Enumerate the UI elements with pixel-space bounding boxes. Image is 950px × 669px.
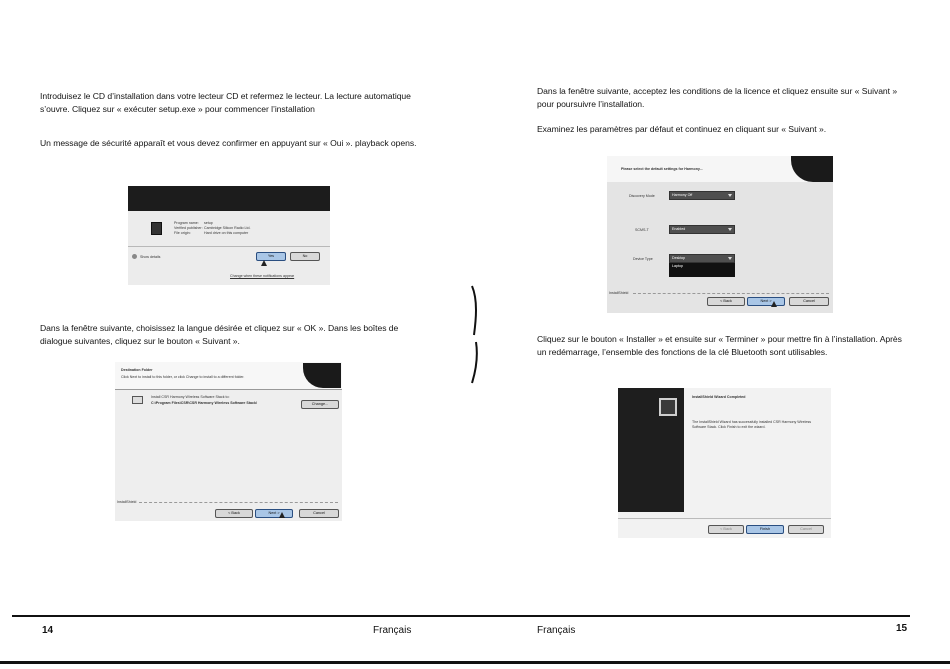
cancel-button[interactable]: Cancel bbox=[299, 509, 339, 518]
publisher-label: Verified publisher: bbox=[174, 226, 203, 230]
file-origin-label: File origin: bbox=[174, 231, 191, 235]
change-button[interactable]: Change... bbox=[301, 400, 339, 409]
gutter-mark bbox=[458, 280, 488, 390]
mouse-cursor-icon bbox=[771, 301, 777, 307]
program-name-value: setup bbox=[204, 221, 213, 225]
right-page-number: 15 bbox=[896, 623, 908, 634]
default-settings-screenshot bbox=[607, 156, 833, 313]
mouse-cursor-icon bbox=[279, 512, 285, 518]
back-button[interactable]: < Back bbox=[708, 525, 744, 534]
discovery-mode-label: Discovery Mode bbox=[629, 194, 655, 198]
wizard-complete-screenshot bbox=[618, 388, 831, 538]
left-footer-language: Français bbox=[373, 625, 412, 636]
installer-icon bbox=[659, 398, 677, 416]
yes-button[interactable]: Yes bbox=[256, 252, 286, 261]
setup-program-icon bbox=[151, 222, 162, 235]
install-to-label: Install CSR Harmony Wireless Software Stack to: bbox=[151, 395, 230, 399]
device-type-option-laptop[interactable]: Laptop bbox=[672, 264, 683, 268]
file-origin-value: Hard drive on this computer bbox=[204, 231, 249, 235]
discovery-mode-value: Harmony Off bbox=[672, 193, 693, 197]
uac-dialog-screenshot bbox=[128, 186, 330, 285]
mouse-cursor-icon bbox=[261, 260, 267, 266]
next-button[interactable]: Next > bbox=[255, 509, 293, 518]
left-page-number: 14 bbox=[42, 625, 54, 636]
device-type-value: Desktop bbox=[672, 256, 686, 260]
destination-subtitle: Click Next to install to this folder, or click Change to install to a different folder. bbox=[121, 375, 245, 379]
installshield-label: InstallShield bbox=[117, 500, 137, 504]
complete-title: InstallShield Wizard Completed bbox=[692, 395, 746, 399]
next-button[interactable]: Next > bbox=[747, 297, 785, 306]
footer-divider bbox=[633, 293, 829, 294]
cancel-button[interactable]: Cancel bbox=[788, 525, 824, 534]
destination-folder-screenshot bbox=[115, 362, 342, 521]
change-notifications-link[interactable]: Change when these notifications appear bbox=[230, 274, 295, 278]
folder-icon bbox=[132, 396, 143, 404]
device-type-label: Device Type bbox=[633, 257, 653, 261]
chevron-down-icon[interactable] bbox=[132, 254, 137, 259]
uac-title-bar bbox=[128, 186, 330, 211]
publisher-value: Cambridge Silicon Radio Ltd. bbox=[204, 226, 251, 230]
settings-header-text: Please select the default settings for Harmony... bbox=[621, 167, 703, 171]
install-path: C:\Program Files\CSR\CSR Harmony Wireless Software Stack\ bbox=[151, 401, 258, 405]
right-paragraph-2: Examinez les paramètres par défaut et continuez en cliquant sur « Suivant ». bbox=[537, 124, 827, 134]
show-details-link[interactable]: Show details bbox=[140, 255, 161, 259]
finish-button[interactable]: Finish bbox=[746, 525, 784, 534]
footer-rule bbox=[12, 615, 910, 617]
no-button[interactable]: No bbox=[290, 252, 320, 261]
scms-t-value: Enabled bbox=[672, 227, 686, 231]
right-footer-language: Français bbox=[537, 625, 576, 636]
scan-edge bbox=[0, 661, 950, 664]
installshield-label: InstallShield bbox=[609, 291, 629, 295]
footer-divider bbox=[139, 502, 338, 503]
footer-divider bbox=[618, 518, 831, 519]
back-button[interactable]: < Back bbox=[707, 297, 745, 306]
left-paragraph-3: Dans la fenêtre suivante, choisissez la langue désirée et cliquez sur « OK ». Dans les boîtes de dialogue suivantes, cliquez sur le bouton « Suivant ». bbox=[40, 323, 399, 346]
complete-body: The InstallShield Wizard has successfully installed CSR Harmony Wireless Software Stack. Click Finish to exit the wizard. bbox=[692, 420, 812, 429]
left-paragraph-2: Un message de sécurité apparaît et vous devez confirmer en appuyant sur « Oui ». playback opens. bbox=[40, 138, 417, 148]
scms-t-label: SCMS-T bbox=[635, 228, 649, 232]
right-paragraph-3: Cliquez sur le bouton « Installer » et ensuite sur « Terminer » pour mettre fin à l’installation. Après un redémarrage, l’ensemble des fonctions de la clé Bluetooth sont utilisables. bbox=[537, 334, 902, 357]
details-divider bbox=[128, 246, 330, 247]
left-paragraph-1: Introduisez le CD d’installation dans votre lecteur CD et refermez le lecteur. La lecture automatique s’ouvre. Cliquez sur « exécuter setup.exe » pour commencer l’installation bbox=[40, 91, 411, 114]
cancel-button[interactable]: Cancel bbox=[789, 297, 829, 306]
destination-title: Destination Folder bbox=[121, 368, 153, 372]
program-name-label: Program name: bbox=[174, 221, 199, 225]
right-paragraph-1: Dans la fenêtre suivante, acceptez les conditions de la licence et cliquez ensuite sur « Suivant » pour poursuivre l’installation. bbox=[537, 86, 898, 109]
back-button[interactable]: < Back bbox=[215, 509, 253, 518]
header-divider bbox=[115, 389, 342, 390]
